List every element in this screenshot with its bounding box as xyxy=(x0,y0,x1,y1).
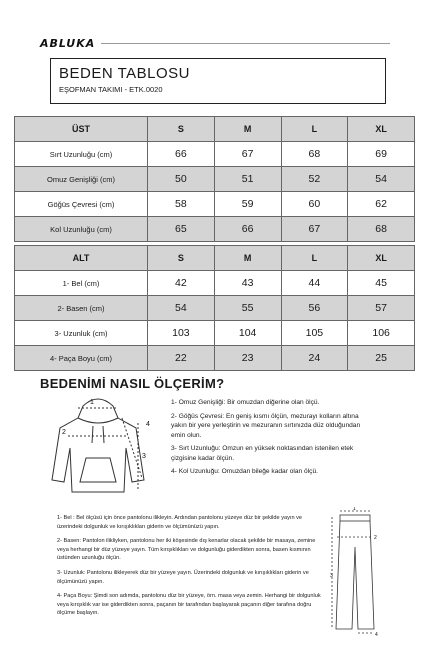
bottom-size-table xyxy=(14,245,415,371)
table-cell: 68 xyxy=(281,142,348,167)
table-row xyxy=(15,217,415,242)
row-label: 1- Bel (cm) xyxy=(15,271,148,296)
header-cell: S xyxy=(148,117,215,142)
header-cell: ÜST xyxy=(15,117,148,142)
header-cell: XL xyxy=(348,246,415,271)
pants-instructions xyxy=(57,514,322,624)
table-row xyxy=(15,192,415,217)
hoodie-instruction: 4- Kol Uzunluğu: Omuzdan bileğe kadar olan ölçü. xyxy=(171,468,318,475)
table-cell: 22 xyxy=(148,346,215,371)
table-cell: 58 xyxy=(148,192,215,217)
table-row xyxy=(15,167,415,192)
table-cell: 67 xyxy=(281,217,348,242)
table-cell: 62 xyxy=(348,192,415,217)
header-cell: XL xyxy=(348,117,415,142)
brand-divider xyxy=(101,43,390,44)
header-cell: S xyxy=(148,246,215,271)
table-row xyxy=(15,346,415,371)
row-label: 2- Basen (cm) xyxy=(15,296,148,321)
table-cell: 59 xyxy=(214,192,281,217)
header-cell: ALT xyxy=(15,246,148,271)
hoodie-instruction: 2- Göğüs Çevresi: En geniş kısmı ölçün, mezurayı kolların altına yakın bir yere yerleştirin ve mezuranın sırtınızda düz olduğundan emin olun. xyxy=(171,412,361,439)
page-subtitle: EŞOFMAN TAKIMI - ETK.0020 xyxy=(59,85,163,94)
table-cell: 65 xyxy=(148,217,215,242)
header-cell: L xyxy=(281,246,348,271)
table-row xyxy=(15,271,415,296)
table-cell: 50 xyxy=(148,167,215,192)
table-cell: 42 xyxy=(148,271,215,296)
table-cell: 51 xyxy=(214,167,281,192)
table-row xyxy=(15,321,415,346)
row-label: Göğüs Çevresi (cm) xyxy=(15,192,148,217)
hoodie-label-4: 4 xyxy=(146,421,150,428)
table-cell: 66 xyxy=(148,142,215,167)
table-cell: 52 xyxy=(281,167,348,192)
title-box xyxy=(50,58,386,104)
hoodie-instruction: 1- Omuz Genişliği: Bir omuzdan diğerine olan ölçü. xyxy=(171,399,320,406)
table-cell: 23 xyxy=(214,346,281,371)
table-cell: 56 xyxy=(281,296,348,321)
pants-label-1: 1 xyxy=(353,507,356,512)
hoodie-instruction: 3- Sırt Uzunluğu: Omzun en yüksek noktasından istenilen etek çizgisine kadar ölçün. xyxy=(171,445,354,462)
table-cell: 67 xyxy=(214,142,281,167)
table-cell: 66 xyxy=(214,217,281,242)
page-title: BEDEN TABLOSU xyxy=(59,65,190,82)
table-cell: 43 xyxy=(214,271,281,296)
table-cell: 103 xyxy=(148,321,215,346)
row-label: Sırt Uzunluğu (cm) xyxy=(15,142,148,167)
hoodie-label-1: 1 xyxy=(90,399,94,406)
pants-instruction: 4- Paça Boyu: Şimdi son adımda, pantolonu düz bir yüzeye, örn. masa veya zemin. Herhangi bir dolgunluk veya kırışıklık var ise giderdikten sonra, paçanın bir tarafından başlayarak paçanın diğer tarafına doğru ölçüme başlayın. xyxy=(57,593,321,617)
row-label: 3- Uzunluk (cm) xyxy=(15,321,148,346)
table-cell: 105 xyxy=(281,321,348,346)
table-cell: 44 xyxy=(281,271,348,296)
table-cell: 54 xyxy=(148,296,215,321)
measure-section-title: BEDENİMİ NASIL ÖLÇERİM? xyxy=(40,376,225,391)
hoodie-label-3: 3 xyxy=(142,453,146,460)
pants-label-2: 2 xyxy=(374,535,377,541)
row-label: Omuz Genişliği (cm) xyxy=(15,167,148,192)
pants-instruction: 2- Basen: Pantolon ilikliyken, pantolonu her iki köşesinde dış kenarlar olacak şekilde bir masaya, zemine veya herhangi bir düz yüzeye yayın. Tüm kırışıklıkları ve dolgunluğu giderdikten sonra, basen kısmının üstünden uzunluğu ölçün. xyxy=(57,538,316,562)
brand-header xyxy=(40,37,390,49)
table-cell: 55 xyxy=(214,296,281,321)
table-cell: 24 xyxy=(281,346,348,371)
brand-logo: ABLUKA xyxy=(40,36,96,50)
table-cell: 68 xyxy=(348,217,415,242)
table-cell: 106 xyxy=(348,321,415,346)
table-cell: 104 xyxy=(214,321,281,346)
top-size-table xyxy=(14,116,415,242)
table-row xyxy=(15,142,415,167)
header-cell: M xyxy=(214,117,281,142)
table-header-row xyxy=(15,117,415,142)
table-row xyxy=(15,296,415,321)
row-label: 4- Paça Boyu (cm) xyxy=(15,346,148,371)
hoodie-instructions xyxy=(171,398,376,481)
header-cell: M xyxy=(214,246,281,271)
table-cell: 57 xyxy=(348,296,415,321)
pants-instruction: 1- Bel : Bel ölçüsü için önce pantolonu ilikleyin. Ardından pantolonu yüzeye düz bir şekilde yayın ve üzerindeki dolgunluk ve kırışıklıkları giderin ve ölçümünüzü yapın. xyxy=(57,515,303,530)
table-cell: 25 xyxy=(348,346,415,371)
table-cell: 60 xyxy=(281,192,348,217)
hoodie-label-2: 2 xyxy=(62,429,66,436)
table-cell: 45 xyxy=(348,271,415,296)
hoodie-illustration xyxy=(38,388,158,498)
pants-label-4: 4 xyxy=(375,632,378,637)
table-header-row xyxy=(15,246,415,271)
header-cell: L xyxy=(281,117,348,142)
table-cell: 69 xyxy=(348,142,415,167)
pants-illustration xyxy=(330,507,380,637)
row-label: Kol Uzunluğu (cm) xyxy=(15,217,148,242)
pants-instruction: 3- Uzunluk: Pantolonu ilikleyerek düz bir yüzeye yayın. Üzerindeki dolgunluk ve kırışıklıkları giderin ve ölçümünüzü yapın. xyxy=(57,569,309,585)
table-cell: 54 xyxy=(348,167,415,192)
pants-label-3: 3 xyxy=(330,573,333,579)
